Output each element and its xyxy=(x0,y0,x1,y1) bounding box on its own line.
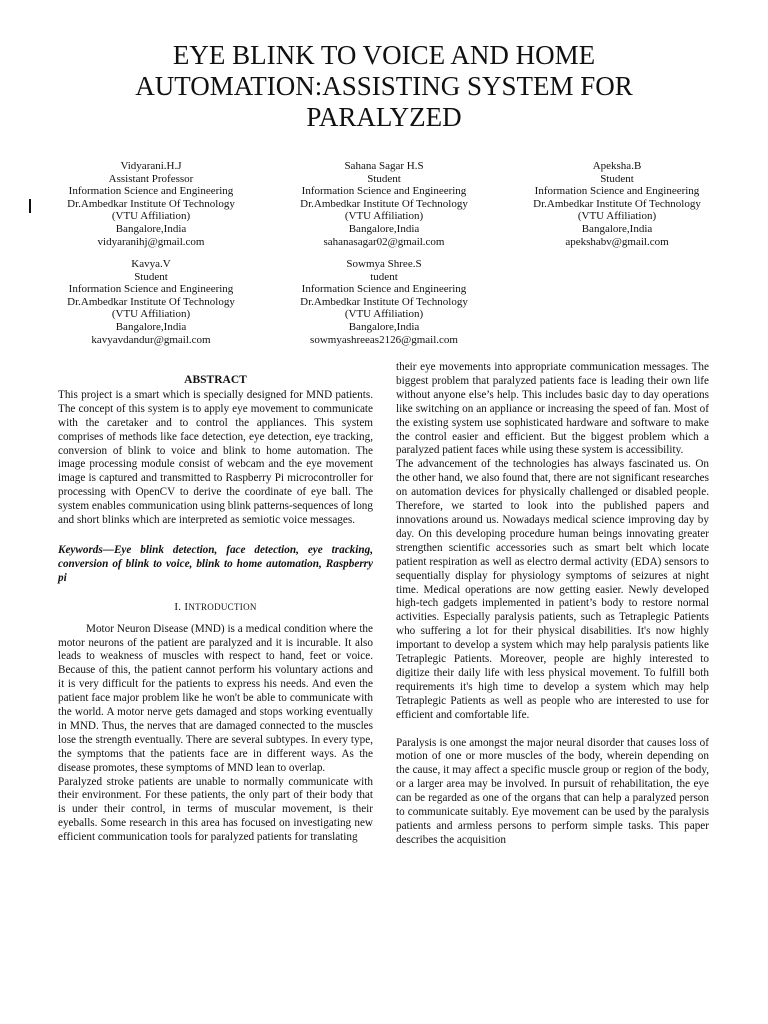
body-paragraph: The advancement of the technologies has always fascinated us. On the other hand, we also found that, there are not significant researches on automation devices for physically challenged or disabled people. Therefore, we started to look into the published papers and innovations around us. Nowadays medical science improving day by day. On this developing procedure human beings innovating greater strengthen scientific accessories such as smart belt which locate patient respiration as well as electro dermal activity (EDA) sensors to sequentially display for physiology symptoms of seizures at night time. Medical operations are now getting easier. Newly developed high-tech gadgets implemented in patient’s body to restore normal activities. Especially paralysis patients, such as Tetraplegic Patients who suffering a lot for their physical disabilities. It's now highly important to develop a system which may help paralysis patients like Tetraplegic Patients. Moreover, people are highly interested to digitize their daily life with less physical movement. To fulfill both requirements it's high time to develop a system which may help Tetraplegic Patients as well as people who are interested to use for efficient and comfortable life. xyxy=(396,458,709,721)
author-role: tudent xyxy=(370,270,398,283)
author-name: Sowmya Shree.S xyxy=(346,258,422,270)
author-name: Kavya.V xyxy=(131,258,171,270)
abstract-text: This project is a smart which is specially designed for MND patients. The concept of this system is to apply eye movement to communicate with the caretaker and to control the appliances. This system comprises of methods like face detection, eye detection, eye tracking, conversion of blink to voice and blink to home automation. The image processing module consist of webcam and the eye movement image is captured and transmitted to Raspberry Pi microcontroller for processing with OpenCV to derive the coordinate of eye ball. The system enables communication using blink patterns-sequences of long and short blinks which are interpreted as semiotic voice messages. xyxy=(58,388,373,527)
section-heading xyxy=(58,601,373,615)
left-column xyxy=(58,374,373,845)
author-institute: Dr.Ambedkar Institute Of Technology xyxy=(533,197,701,210)
author-block xyxy=(36,258,266,346)
abstract-heading: ABSTRACT xyxy=(184,374,247,386)
author-location: Bangalore,India xyxy=(115,222,187,235)
author-affiliation: (VTU Affiliation) xyxy=(111,308,191,321)
author-affiliation: (VTU Affiliation) xyxy=(344,308,424,321)
intro-paragraph: Paralyzed stroke patients are unable to normally communicate with their environment. For these patients, the only part of their body that is under their control, in terms of muscular movement, is their eyeballs. Some research in this area has focused on investigating new efficient communication tools for paralyzed patients for translating xyxy=(58,775,373,844)
author-institute: Dr.Ambedkar Institute Of Technology xyxy=(300,197,468,210)
author-affiliation: (VTU Affiliation) xyxy=(344,210,424,223)
author-role: Student xyxy=(134,270,168,283)
author-block xyxy=(269,160,499,248)
author-name: Sahana Sagar H.S xyxy=(344,160,424,172)
section-title xyxy=(184,601,256,613)
author-role: Student xyxy=(600,172,634,185)
author-institute: Dr.Ambedkar Institute Of Technology xyxy=(67,197,235,210)
section-title-first: I xyxy=(184,600,189,613)
author-dept: Information Science and Engineering xyxy=(301,185,467,198)
author-role: Student xyxy=(367,172,401,185)
author-dept: Information Science and Engineering xyxy=(68,185,234,198)
author-role: Assistant Professor xyxy=(108,172,194,185)
section-number: I. xyxy=(174,600,182,613)
author-location: Bangalore,India xyxy=(115,320,187,333)
author-name: Apeksha.B xyxy=(592,160,642,172)
margin-marker xyxy=(29,199,31,213)
intro-paragraph: Motor Neuron Disease (MND) is a medical condition where the motor neurons of the patient are paralyzed and it is incurable. It also leads to weakness of muscles with respect to hand, feet or voice. Because of this, the patient cannot perform his voluntary actions and it is very difficult for the patients to express his needs. And even the patient face major problem like he won't be able to communicate with the world. A motor nerve gets damaged and stops working eventually in MND. Thus, the nerves that are damaged connected to the muscles lose the strength eventually. There are several subtypes. In every type, the symptoms that the patients face are in different ways. As the disease promotes, these symptoms of MND lean to overlap. xyxy=(58,622,373,774)
author-affiliation: (VTU Affiliation) xyxy=(577,210,657,223)
author-dept: Information Science and Engineering xyxy=(68,283,234,296)
author-location: Bangalore,India xyxy=(348,222,420,235)
author-email: vidyaranihj@gmail.com xyxy=(97,235,205,248)
author-dept: Information Science and Engineering xyxy=(534,185,700,198)
keywords: Keywords—Eye blink detection, face detection, eye tracking, conversion of blink to voice, blink to home automation, Raspberry pi xyxy=(58,543,373,584)
author-institute: Dr.Ambedkar Institute Of Technology xyxy=(67,295,235,308)
author-block xyxy=(502,160,732,248)
author-dept: Information Science and Engineering xyxy=(301,283,467,296)
author-location: Bangalore,India xyxy=(581,222,653,235)
author-block xyxy=(36,160,266,248)
author-email: sahanasagar02@gmail.com xyxy=(323,235,445,248)
body-paragraph: Paralysis is one amongst the major neural disorder that causes loss of motion of one or more muscles of the body, wherein depending on the cause, it may affect a specific muscle group or region of the body, or a larger area may be involved. In pursuit of rehabilitation, the eye can be regarded as one of the organs that can help a paralyzed person to communicate suitably. Eye movement can be used by the paralysis patients and armless persons to perform simple tasks. This paper describes the acquisition xyxy=(396,736,709,846)
author-institute: Dr.Ambedkar Institute Of Technology xyxy=(300,295,468,308)
author-email: apekshabv@gmail.com xyxy=(565,235,669,248)
paper-title: EYE BLINK TO VOICE AND HOME AUTOMATION:ASSISTING SYSTEM FOR PARALYZED xyxy=(135,40,633,132)
author-affiliation: (VTU Affiliation) xyxy=(111,210,191,223)
author-name: Vidyarani.H.J xyxy=(120,160,182,172)
right-column xyxy=(396,361,709,848)
author-email: sowmyashreeas2126@gmail.com xyxy=(310,333,458,346)
author-email: kavyavdandur@gmail.com xyxy=(91,333,211,346)
section-title-rest: NTRODUCTION xyxy=(188,601,257,612)
body-paragraph: their eye movements into appropriate communication messages. The biggest problem that paralyzed patients face is leading their own life without anyone else’s help. This includes basic day to day operations like switching on an appliance or increasing the speed of fan. Most of the existing system use sophisticated hardware and software to make the control easier and efficient. But the biggest problem which a paralyzed patient faces while using these system is accessibility. xyxy=(396,361,709,457)
author-location: Bangalore,India xyxy=(348,320,420,333)
author-block xyxy=(269,258,499,346)
